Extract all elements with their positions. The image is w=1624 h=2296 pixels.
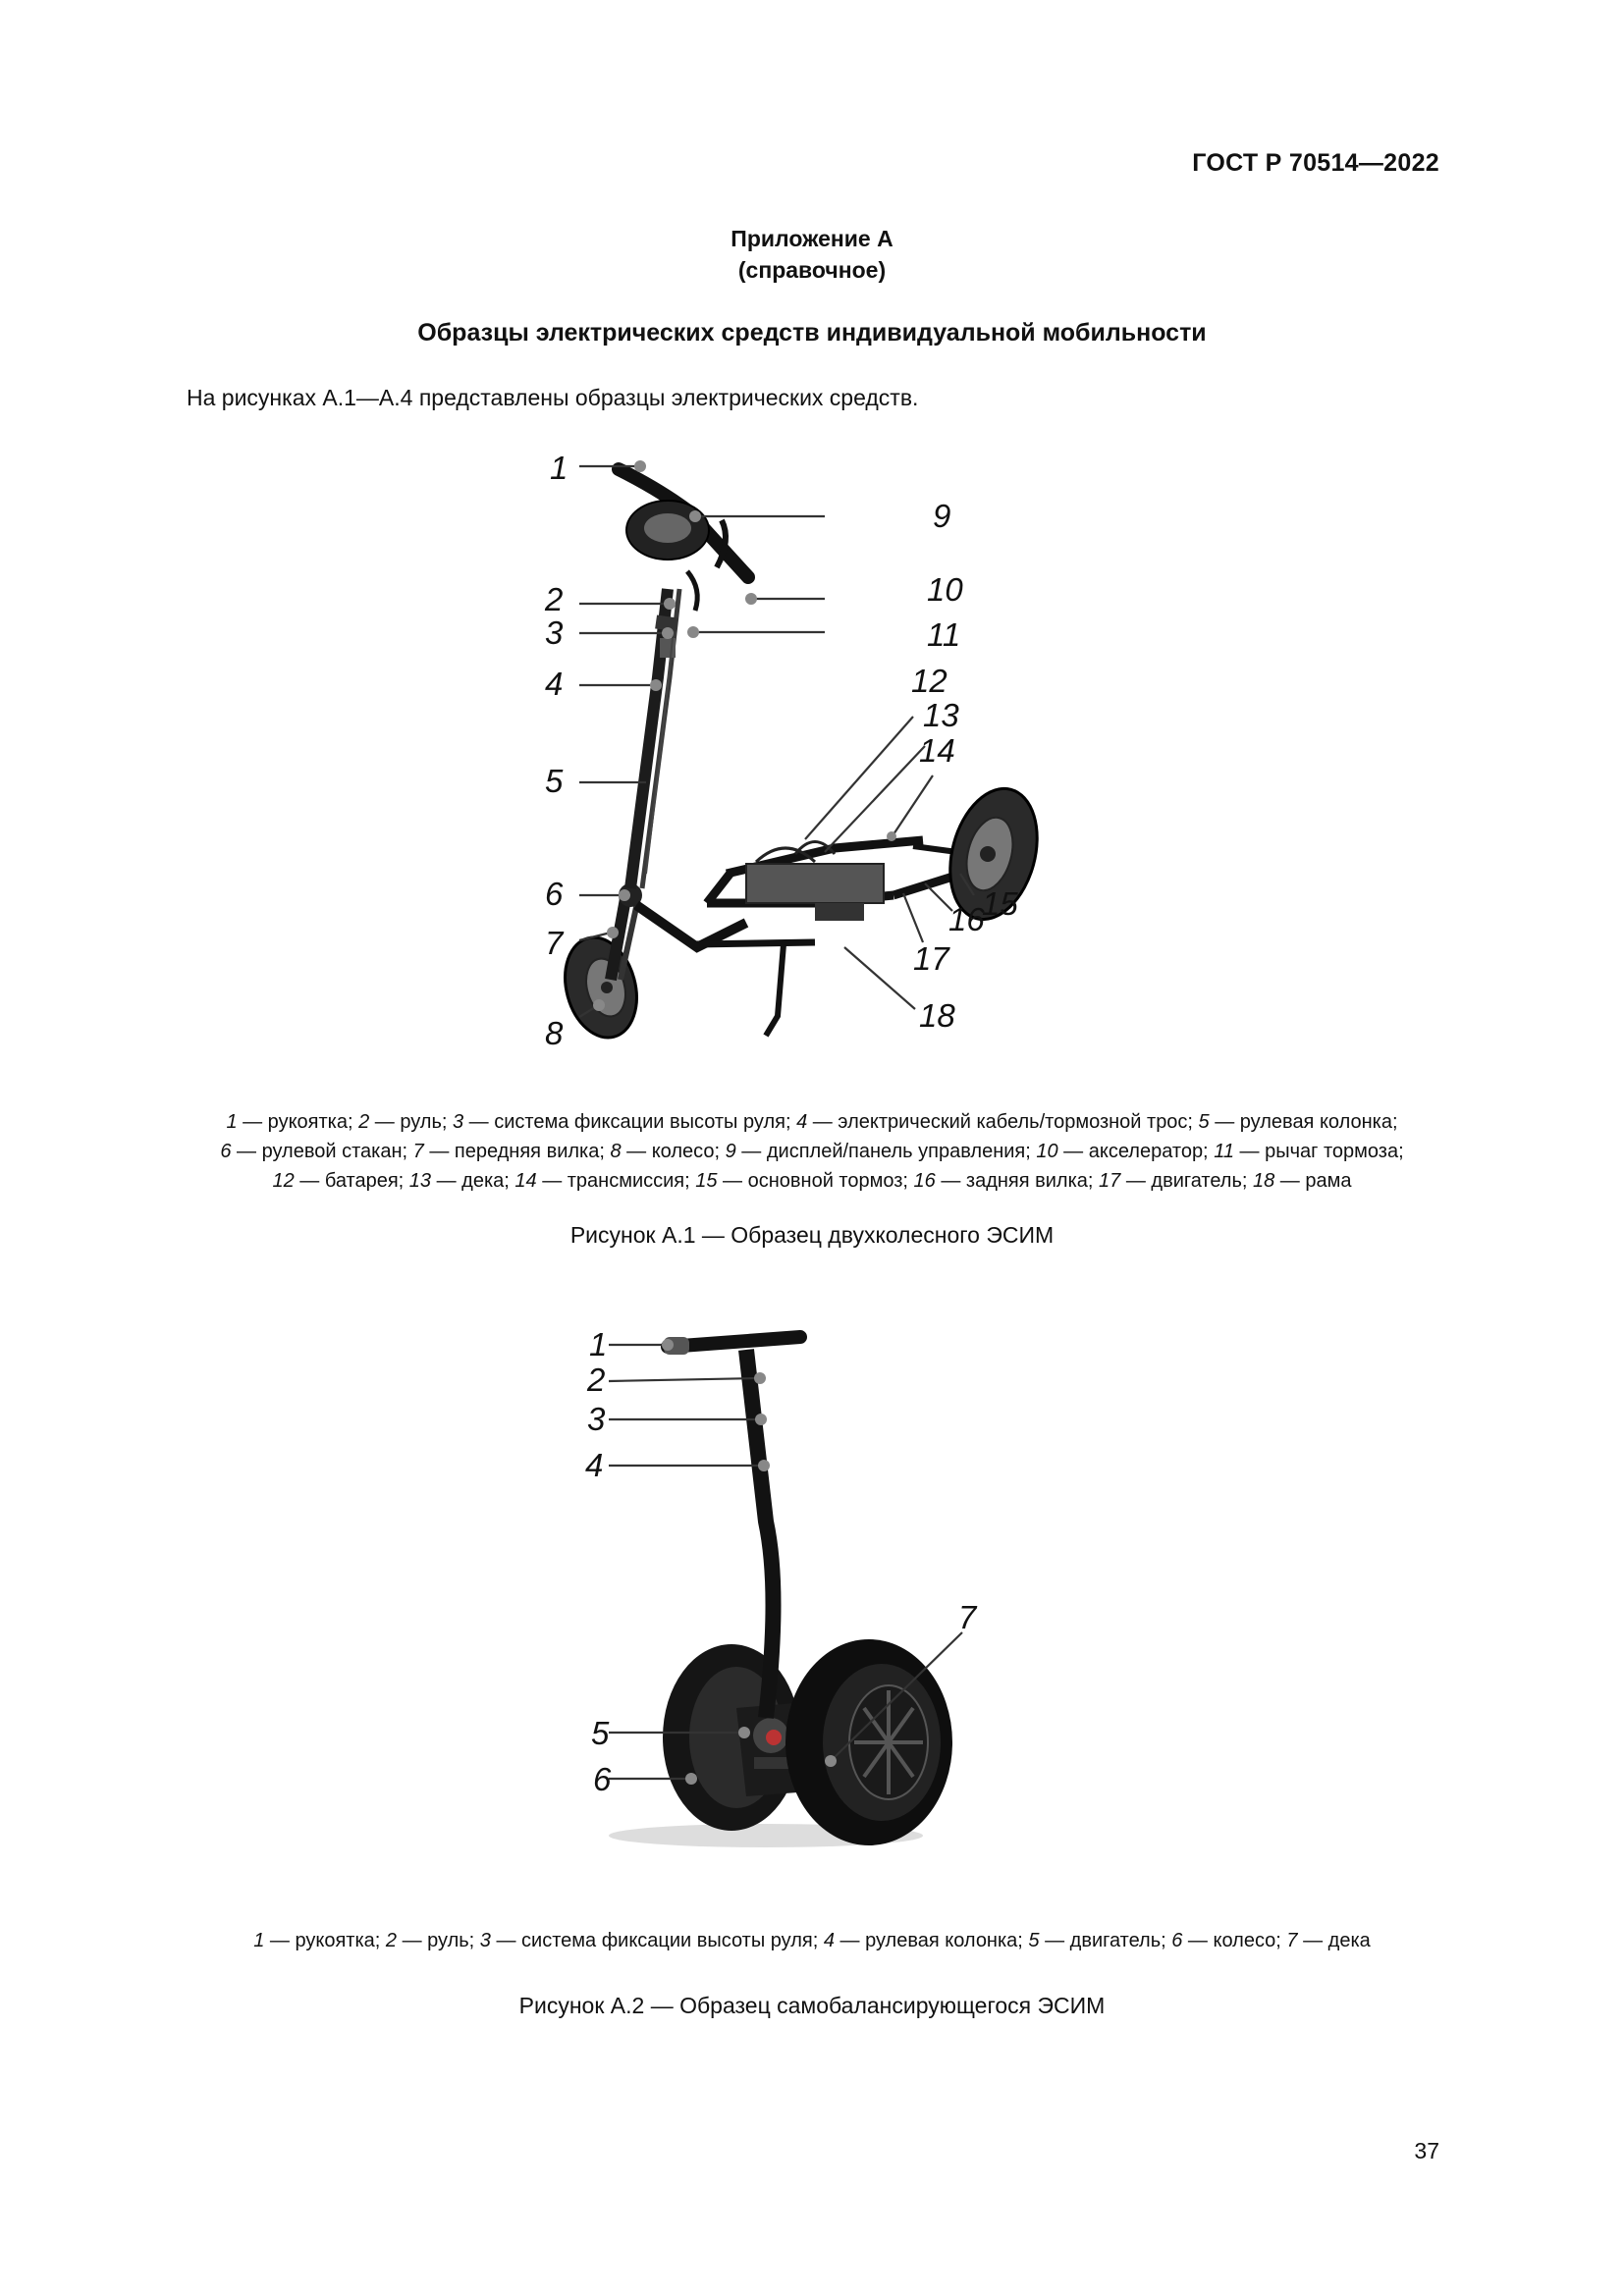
legend-item: 3 — система фиксации высоты руля; — [453, 1111, 797, 1133]
legend-item: 18 — рама — [1253, 1170, 1352, 1192]
callout-6: 6 — [545, 876, 564, 912]
legend-item: 7 — дека — [1286, 1930, 1371, 1951]
callout-2: 2 — [587, 1362, 606, 1398]
callout-8: 8 — [545, 1015, 564, 1051]
legend-item: 2 — руль; — [385, 1930, 480, 1951]
legend-item: 5 — рулевая колонка; — [1198, 1111, 1398, 1133]
callout-5: 5 — [591, 1715, 610, 1751]
legend-item: 1 — рукоятка; — [226, 1111, 359, 1133]
legend-item: 11 — рычаг тормоза; — [1214, 1141, 1404, 1162]
figure-a1-legend — [93, 1107, 1531, 1196]
legend-item: 6 — колесо; — [1171, 1930, 1287, 1951]
figure-a2-self-balancing — [579, 1325, 992, 1875]
legend-item: 5 — двигатель; — [1028, 1930, 1172, 1951]
legend-item: 6 — рулевой стакан; — [220, 1141, 413, 1162]
callout-7: 7 — [958, 1599, 977, 1635]
legend-item: 1 — рукоятка; — [253, 1930, 386, 1951]
callout-5: 5 — [545, 763, 564, 799]
callout-13: 13 — [923, 697, 959, 733]
legend-item: 8 — колесо; — [610, 1141, 726, 1162]
self-balancing-illustration — [609, 1337, 952, 1847]
legend-line — [93, 1107, 1531, 1137]
right-wheel — [785, 1639, 952, 1845]
callout-15: 15 — [982, 885, 1018, 922]
callout-1: 1 — [589, 1326, 608, 1362]
callout-17: 17 — [913, 940, 949, 977]
callout-7: 7 — [545, 925, 564, 961]
document-code: ГОСТ Р 70514—2022 — [1192, 149, 1439, 177]
callout-18: 18 — [919, 997, 955, 1034]
figure-a1-scooter — [520, 442, 1070, 1070]
callout-12: 12 — [911, 663, 947, 699]
legend-item: 16 — задняя вилка; — [913, 1170, 1100, 1192]
callout-3: 3 — [545, 614, 564, 651]
legend-line — [93, 1166, 1531, 1196]
front-wheel — [555, 930, 648, 1046]
legend-item: 3 — система фиксации высоты руля; — [479, 1930, 824, 1951]
legend-item: 12 — батарея; — [272, 1170, 409, 1192]
legend-item: 9 — дисплей/панель управления; — [725, 1141, 1037, 1162]
appendix-subtitle: (справочное) — [737, 257, 887, 283]
legend-item: 15 — основной тормоз; — [695, 1170, 914, 1192]
legend-item: 4 — электрический кабель/тормозной трос; — [796, 1111, 1199, 1133]
callout-4: 4 — [585, 1447, 604, 1483]
callout-16: 16 — [948, 901, 985, 937]
deck-frame — [636, 840, 923, 1036]
callout-6: 6 — [593, 1761, 612, 1797]
appendix-title: Приложение А — [731, 226, 893, 251]
scooter-illustration — [555, 469, 1051, 1045]
legend-item: 7 — передняя вилка; — [412, 1141, 611, 1162]
legend-item: 17 — двигатель; — [1099, 1170, 1253, 1192]
callout-11: 11 — [927, 616, 961, 653]
brake-lever — [687, 571, 697, 611]
figure-a1-caption: Рисунок А.1 — Образец двухколесного ЭСИМ — [569, 1222, 1055, 1248]
callout-10: 10 — [927, 571, 963, 608]
section-title: Образцы электрических средств индивидуальной мобильности — [417, 319, 1207, 347]
callout-1: 1 — [550, 450, 568, 486]
callout-9: 9 — [933, 498, 951, 534]
legend-line — [93, 1926, 1531, 1955]
callout-2: 2 — [545, 581, 564, 617]
intro-paragraph: На рисунках А.1—А.4 представлены образцы электрических средств. — [187, 385, 919, 410]
battery-pack — [746, 864, 884, 903]
legend-item: 4 — рулевая колонка; — [823, 1930, 1029, 1951]
legend-item: 10 — акселератор; — [1036, 1141, 1215, 1162]
callout-14: 14 — [919, 732, 955, 769]
legend-item: 2 — руль; — [358, 1111, 453, 1133]
callout-3: 3 — [587, 1401, 606, 1437]
kickstand — [766, 944, 784, 1036]
figure-a2-legend — [93, 1926, 1531, 1955]
legend-line — [93, 1137, 1531, 1166]
page-number: 37 — [1414, 2138, 1439, 2163]
legend-item: 14 — трансмиссия; — [514, 1170, 696, 1192]
figure-a2-caption: Рисунок А.2 — Образец самобалансирующегося ЭСИМ — [518, 1993, 1106, 2018]
callout-4: 4 — [545, 666, 564, 702]
legend-item: 13 — дека; — [408, 1170, 515, 1192]
